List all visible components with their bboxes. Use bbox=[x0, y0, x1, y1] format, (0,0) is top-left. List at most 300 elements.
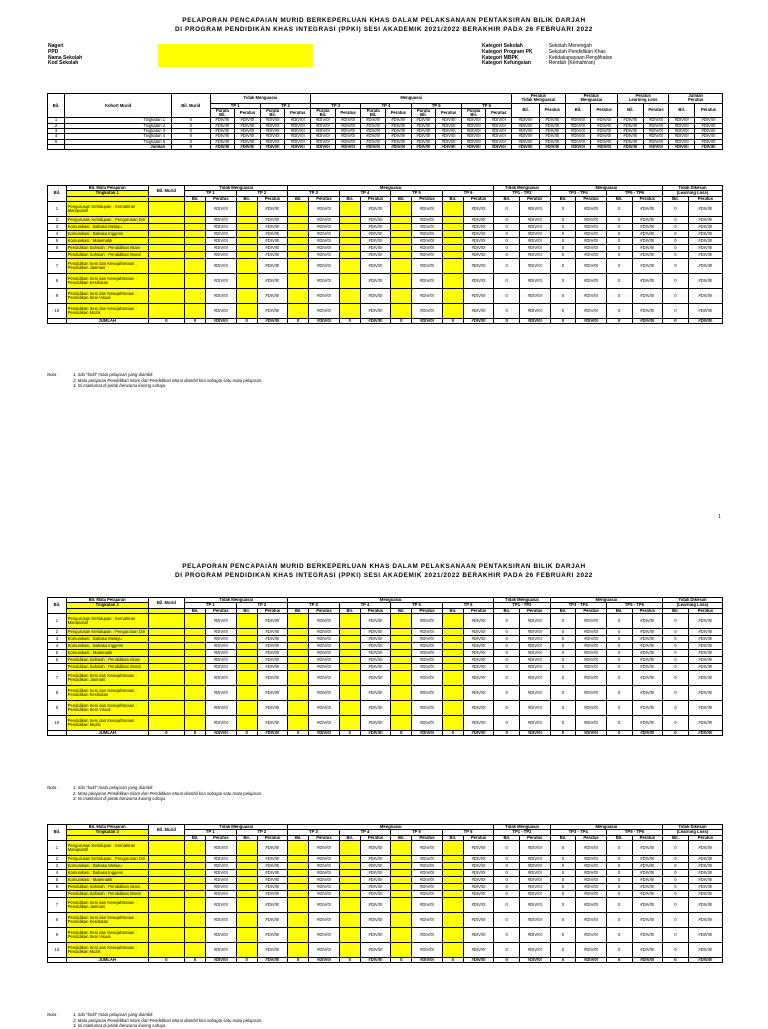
detail-subject-name[interactable]: Komunikasi : Bahasa Inggeris bbox=[66, 230, 148, 237]
detail-subject-murid[interactable] bbox=[148, 244, 184, 251]
detail-tp-bil-input[interactable] bbox=[339, 642, 360, 649]
detail-subject-murid[interactable] bbox=[148, 869, 184, 876]
detail-tp-bil-input[interactable] bbox=[442, 223, 463, 230]
detail-tp-bil-input[interactable] bbox=[185, 201, 206, 216]
detail-tp-bil-input[interactable] bbox=[185, 876, 206, 883]
detail-tp-bil-input[interactable] bbox=[288, 897, 309, 912]
detail-subject-murid[interactable] bbox=[148, 942, 184, 957]
detail-tp-bil-input[interactable] bbox=[288, 244, 309, 251]
detail-tp-bil-input[interactable] bbox=[288, 700, 309, 715]
detail-tp-bil-input[interactable] bbox=[339, 663, 360, 670]
detail-subject-name[interactable]: Pendidikan Seni dan Kesejahteraan : Pendidikan Seni Visual bbox=[66, 700, 148, 715]
detail-subject-name[interactable]: Pendidikan Sahsiah : Pendidikan Moral bbox=[66, 251, 148, 258]
detail-subject-name[interactable]: Pendidikan Seni dan Kesejahteraan : Pendidikan Jasmani bbox=[66, 897, 148, 912]
detail-subject-murid[interactable] bbox=[148, 223, 184, 230]
detail-subject-murid[interactable] bbox=[148, 258, 184, 273]
detail-tp-bil-input[interactable] bbox=[236, 700, 257, 715]
detail-tp-bil-input[interactable] bbox=[288, 237, 309, 244]
detail-tp-bil-input[interactable] bbox=[288, 876, 309, 883]
detail-tp-bil-input[interactable] bbox=[442, 201, 463, 216]
detail-subject-name[interactable]: Pendidikan Seni dan Kesejahteraan : Pendidikan Seni Visual bbox=[66, 927, 148, 942]
detail-tp-bil-input[interactable] bbox=[185, 230, 206, 237]
detail-tp-bil-input[interactable] bbox=[339, 670, 360, 685]
detail-subject-murid[interactable] bbox=[148, 230, 184, 237]
detail-tp-pct: #DIV/0! bbox=[412, 670, 442, 685]
detail-subject-murid[interactable] bbox=[148, 635, 184, 642]
detail-tp-bil-input[interactable] bbox=[339, 303, 360, 318]
detail-subject-name[interactable]: Komunikasi : Bahasa Melayu bbox=[66, 862, 148, 869]
detail-subject-murid[interactable] bbox=[148, 642, 184, 649]
detail-tp-bil-input[interactable] bbox=[236, 897, 257, 912]
detail-subject-name[interactable]: Pendidikan Seni dan Kesejahteraan : Pendidikan Jasmani bbox=[66, 258, 148, 273]
detail-tp-bil-input[interactable] bbox=[288, 628, 309, 635]
detail-tp-bil-input[interactable] bbox=[185, 883, 206, 890]
detail-tp-bil-input[interactable] bbox=[185, 251, 206, 258]
detail-tp-bil-input[interactable] bbox=[185, 715, 206, 730]
detail-tp-pct: #DIV/0! bbox=[206, 273, 236, 288]
detail-total-bil: 0 bbox=[288, 730, 309, 735]
detail-tp-bil-input[interactable] bbox=[391, 670, 412, 685]
detail-subject-name[interactable]: Pengurusan Kehidupan : Kemahiran Manipulatif bbox=[66, 201, 148, 216]
detail-tp-bil-input[interactable] bbox=[185, 244, 206, 251]
detail-tp-pct: #DIV/0! bbox=[309, 663, 339, 670]
detail-tp-bil-input[interactable] bbox=[288, 869, 309, 876]
detail-tp-bil-input[interactable] bbox=[236, 685, 257, 700]
detail-tp-bil-input[interactable] bbox=[339, 700, 360, 715]
detail-tp-bil-input[interactable] bbox=[391, 656, 412, 663]
detail-tp-bil-input[interactable] bbox=[442, 715, 463, 730]
detail-subject-name[interactable]: Komunikasi : Bahasa Inggeris bbox=[66, 642, 148, 649]
detail-tp-bil-input[interactable] bbox=[391, 642, 412, 649]
detail-tp-bil-input[interactable] bbox=[288, 649, 309, 656]
detail-tidak-dikesan-header: Tidak Dikesan bbox=[663, 598, 723, 603]
detail-tp-bil-input[interactable] bbox=[236, 216, 257, 223]
detail-subject-name[interactable]: Komunikasi : Bahasa Melayu bbox=[66, 223, 148, 230]
detail-tp-bil-input[interactable] bbox=[391, 273, 412, 288]
detail-tp-bil-input[interactable] bbox=[442, 927, 463, 942]
detail-subject-row bbox=[48, 670, 723, 685]
summary-purata-bil-header: Purata Bil. bbox=[461, 108, 486, 118]
detail-tp-bil-input[interactable] bbox=[339, 244, 360, 251]
detail-tp-bil-input[interactable] bbox=[391, 303, 412, 318]
detail-tp-bil-input[interactable] bbox=[185, 700, 206, 715]
detail-tp-bil-input[interactable] bbox=[339, 855, 360, 862]
detail-tp-bil-input[interactable] bbox=[391, 251, 412, 258]
detail-tp-bil-input[interactable] bbox=[442, 897, 463, 912]
detail-subject-murid[interactable] bbox=[148, 685, 184, 700]
detail-subject-name[interactable]: Pendidikan Sahsiah : Pendidikan Islam bbox=[66, 656, 148, 663]
detail-tp-bil-input[interactable] bbox=[288, 216, 309, 223]
detail-range-pct: #DIV/0! bbox=[688, 862, 722, 869]
detail-tp-bil-input[interactable] bbox=[236, 883, 257, 890]
detail-tp-bil-input[interactable] bbox=[442, 273, 463, 288]
detail-tp-bil-input[interactable] bbox=[442, 288, 463, 303]
detail-tp-bil-input[interactable] bbox=[391, 216, 412, 223]
detail-tp-bil-input[interactable] bbox=[288, 927, 309, 942]
detail-tp-bil-input[interactable] bbox=[288, 685, 309, 700]
detail-tp-bil-input[interactable] bbox=[391, 862, 412, 869]
detail-tp-bil-input[interactable] bbox=[288, 258, 309, 273]
detail-tp-bil-input[interactable] bbox=[236, 840, 257, 855]
detail-tp-bil-input[interactable] bbox=[185, 670, 206, 685]
detail-tp-bil-input[interactable] bbox=[288, 670, 309, 685]
detail-tp-bil-input[interactable] bbox=[185, 216, 206, 223]
detail-tp-bil-input[interactable] bbox=[185, 656, 206, 663]
detail-tp-bil-input[interactable] bbox=[339, 258, 360, 273]
detail-tp-bil-input[interactable] bbox=[185, 869, 206, 876]
detail-tp-bil-input[interactable] bbox=[339, 862, 360, 869]
detail-tp-bil-input[interactable] bbox=[236, 642, 257, 649]
detail-subject-name[interactable]: Pengurusan Kehidupan : Pengurusan Diri bbox=[66, 628, 148, 635]
detail-tp-bil-input[interactable] bbox=[442, 840, 463, 855]
detail-tp-bil-input[interactable] bbox=[236, 288, 257, 303]
detail-tp-bil-input[interactable] bbox=[391, 715, 412, 730]
detail-sub-pct-header: Peratus bbox=[257, 835, 288, 840]
detail-subject-name[interactable]: Komunikasi : Matematik bbox=[66, 237, 148, 244]
detail-tp-bil-input[interactable] bbox=[391, 288, 412, 303]
detail-tp-bil-input[interactable] bbox=[391, 628, 412, 635]
detail-tp-bil-input[interactable] bbox=[391, 700, 412, 715]
detail-tp-bil-input[interactable] bbox=[185, 288, 206, 303]
detail-tp-bil-input[interactable] bbox=[339, 942, 360, 957]
detail-tp-bil-input[interactable] bbox=[288, 883, 309, 890]
detail-tp-pct: #DIV/0! bbox=[257, 840, 288, 855]
detail-tp-bil-input[interactable] bbox=[339, 216, 360, 223]
detail-tp-bil-input[interactable] bbox=[236, 251, 257, 258]
detail-tp-bil-input[interactable] bbox=[185, 613, 206, 628]
detail-tp-bil-input[interactable] bbox=[236, 635, 257, 642]
detail-tp-bil-input[interactable] bbox=[442, 855, 463, 862]
detail-subject-murid[interactable] bbox=[148, 216, 184, 223]
detail-tp-bil-input[interactable] bbox=[236, 663, 257, 670]
detail-tp-bil-input[interactable] bbox=[236, 237, 257, 244]
detail-tp-bil-input[interactable] bbox=[391, 890, 412, 897]
detail-tp-bil-input[interactable] bbox=[288, 663, 309, 670]
detail-subject-name[interactable]: Komunikasi : Matematik bbox=[66, 876, 148, 883]
kod-sekolah-field[interactable] bbox=[158, 61, 313, 67]
detail-tp-bil-input[interactable] bbox=[185, 628, 206, 635]
detail-subject-row bbox=[48, 685, 723, 700]
detail-tp-bil-input[interactable] bbox=[391, 613, 412, 628]
detail-tp-bil-input[interactable] bbox=[185, 273, 206, 288]
detail-tp-bil-input[interactable] bbox=[185, 258, 206, 273]
detail-tp-bil-input[interactable] bbox=[288, 642, 309, 649]
detail-tp-bil-input[interactable] bbox=[442, 942, 463, 957]
detail-tp-bil-input[interactable] bbox=[339, 635, 360, 642]
detail-tp-bil-input[interactable] bbox=[185, 840, 206, 855]
detail-tp-bil-input[interactable] bbox=[288, 288, 309, 303]
detail-subject-name[interactable]: Pendidikan Seni dan Kesejahteraan : Pendidikan Kesihatan bbox=[66, 273, 148, 288]
detail-tp-bil-input[interactable] bbox=[236, 942, 257, 957]
detail-subject-murid[interactable] bbox=[148, 715, 184, 730]
detail-tp-bil-input[interactable] bbox=[391, 869, 412, 876]
detail-tp-bil-input[interactable] bbox=[391, 635, 412, 642]
detail-subject-name[interactable]: Pendidikan Seni dan Kesejahteraan : Pendidikan Jasmani bbox=[66, 670, 148, 685]
detail-tp-bil-input[interactable] bbox=[236, 649, 257, 656]
detail-tp-bil-input[interactable] bbox=[339, 223, 360, 230]
detail-tp-bil-input[interactable] bbox=[236, 303, 257, 318]
detail-tp-bil-input[interactable] bbox=[236, 912, 257, 927]
detail-subject-murid[interactable] bbox=[148, 628, 184, 635]
detail-subject-murid[interactable] bbox=[148, 613, 184, 628]
detail-range-pct: #DIV/0! bbox=[688, 237, 722, 244]
detail-tp-bil-input[interactable] bbox=[442, 635, 463, 642]
detail-subject-name[interactable]: Pengurusan Kehidupan : Kemahiran Manipulatif bbox=[66, 613, 148, 628]
detail-subject-murid[interactable] bbox=[148, 890, 184, 897]
detail-subject-name[interactable]: Pendidikan Sahsiah : Pendidikan Islam bbox=[66, 883, 148, 890]
detail-range-pct: #DIV/0! bbox=[576, 216, 606, 223]
detail-range-pct: #DIV/0! bbox=[632, 613, 662, 628]
detail-subject-no: 9 bbox=[48, 927, 67, 942]
detail-tp-bil-input[interactable] bbox=[185, 685, 206, 700]
detail-tp-bil-input[interactable] bbox=[288, 201, 309, 216]
detail-tp-bil-input[interactable] bbox=[185, 862, 206, 869]
detail-subject-murid[interactable] bbox=[148, 237, 184, 244]
detail-tp-bil-input[interactable] bbox=[236, 613, 257, 628]
detail-tp-pct: #DIV/0! bbox=[206, 883, 236, 890]
detail-subject-murid[interactable] bbox=[148, 883, 184, 890]
detail-tp-bil-input[interactable] bbox=[339, 613, 360, 628]
detail-subject-murid[interactable] bbox=[148, 897, 184, 912]
detail-subject-name[interactable]: Komunikasi : Matematik bbox=[66, 649, 148, 656]
detail-tp-bil-input[interactable] bbox=[442, 613, 463, 628]
detail-tp-bil-input[interactable] bbox=[236, 628, 257, 635]
detail-subject-murid[interactable] bbox=[148, 273, 184, 288]
detail-tp-bil-input[interactable] bbox=[339, 840, 360, 855]
detail-tp-bil-input[interactable] bbox=[236, 890, 257, 897]
detail-tp-bil-input[interactable] bbox=[185, 223, 206, 230]
detail-tp-pct: #DIV/0! bbox=[206, 876, 236, 883]
detail-subject-murid[interactable] bbox=[148, 656, 184, 663]
detail-tp-bil-input[interactable] bbox=[185, 663, 206, 670]
detail-tp-bil-input[interactable] bbox=[442, 890, 463, 897]
detail-tp-bil-input[interactable] bbox=[339, 273, 360, 288]
detail-tp-bil-input[interactable] bbox=[236, 223, 257, 230]
detail-total-bil: 0 bbox=[185, 957, 206, 962]
detail-subject-murid[interactable] bbox=[148, 649, 184, 656]
detail-tp-bil-input[interactable] bbox=[391, 663, 412, 670]
detail-tp-bil-input[interactable] bbox=[442, 649, 463, 656]
detail-tp-bil-input[interactable] bbox=[339, 685, 360, 700]
detail-subject-row bbox=[48, 244, 723, 251]
detail-tp-bil-input[interactable] bbox=[442, 685, 463, 700]
detail-tp-bil-input[interactable] bbox=[236, 862, 257, 869]
detail-tp-bil-input[interactable] bbox=[339, 715, 360, 730]
detail-sub-bil-header: Bil. bbox=[606, 835, 632, 840]
detail-total-bil: 0 bbox=[185, 730, 206, 735]
detail-tp-bil-input[interactable] bbox=[391, 912, 412, 927]
detail-tp-bil-input[interactable] bbox=[442, 869, 463, 876]
detail-subject-name[interactable]: Pendidikan Seni dan Kesejahteraan : Pendidikan Kesihatan bbox=[66, 912, 148, 927]
detail-tp-bil-input[interactable] bbox=[339, 869, 360, 876]
detail-tp-bil-input[interactable] bbox=[339, 649, 360, 656]
detail-tp-bil-input[interactable] bbox=[185, 635, 206, 642]
detail-subject-name[interactable]: Pendidikan Sahsiah : Pendidikan Islam bbox=[66, 244, 148, 251]
detail-tp-bil-input[interactable] bbox=[391, 897, 412, 912]
detail-tp-bil-input[interactable] bbox=[442, 628, 463, 635]
detail-tp-bil-input[interactable] bbox=[391, 244, 412, 251]
detail-tp-bil-input[interactable] bbox=[288, 223, 309, 230]
detail-subject-name[interactable]: Pendidikan Seni dan Kesejahteraan : Pendidikan Muzik bbox=[66, 715, 148, 730]
detail-tp-pct: #DIV/0! bbox=[257, 288, 288, 303]
detail-subject-name[interactable]: Pengurusan Kehidupan : Pengurusan Diri bbox=[66, 855, 148, 862]
detail-tp-bil-input[interactable] bbox=[442, 663, 463, 670]
detail-tp-bil-input[interactable] bbox=[442, 216, 463, 223]
detail-tp-bil-input[interactable] bbox=[185, 912, 206, 927]
detail-subject-murid[interactable] bbox=[148, 876, 184, 883]
detail-tp-bil-input[interactable] bbox=[236, 244, 257, 251]
detail-tp-bil-input[interactable] bbox=[236, 201, 257, 216]
detail-tp-bil-input[interactable] bbox=[236, 869, 257, 876]
detail-tp-bil-input[interactable] bbox=[391, 876, 412, 883]
detail-subject-row bbox=[48, 663, 723, 670]
detail-tp-bil-input[interactable] bbox=[442, 258, 463, 273]
detail-tp-bil-input[interactable] bbox=[339, 927, 360, 942]
detail-tp-bil-input[interactable] bbox=[339, 201, 360, 216]
detail-tp-bil-input[interactable] bbox=[442, 862, 463, 869]
detail-subject-murid[interactable] bbox=[148, 700, 184, 715]
detail-tp-bil-input[interactable] bbox=[339, 251, 360, 258]
detail-subject-name[interactable]: Pendidikan Seni dan Kesejahteraan : Pendidikan Kesihatan bbox=[66, 685, 148, 700]
detail-tp-bil-input[interactable] bbox=[339, 230, 360, 237]
detail-subject-name[interactable]: Pengurusan Kehidupan : Kemahiran Manipulatif bbox=[66, 840, 148, 855]
detail-subject-name[interactable]: Pendidikan Seni dan Kesejahteraan : Pendidikan Muzik bbox=[66, 942, 148, 957]
detail-tp-pct: #DIV/0! bbox=[309, 715, 339, 730]
detail-tp-bil-input[interactable] bbox=[288, 230, 309, 237]
detail-tp-bil-input[interactable] bbox=[185, 890, 206, 897]
detail-tp-bil-input[interactable] bbox=[236, 855, 257, 862]
detail-tp-bil-input[interactable] bbox=[442, 656, 463, 663]
detail-tp-bil-input[interactable] bbox=[391, 883, 412, 890]
detail-tp-bil-input[interactable] bbox=[442, 700, 463, 715]
detail-tp-bil-input[interactable] bbox=[339, 237, 360, 244]
detail-tp-bil-input[interactable] bbox=[185, 855, 206, 862]
detail-subject-murid[interactable] bbox=[148, 855, 184, 862]
detail-subject-murid[interactable] bbox=[148, 862, 184, 869]
detail-tp-bil-input[interactable] bbox=[185, 303, 206, 318]
detail-tp-bil-input[interactable] bbox=[236, 670, 257, 685]
detail-tp-bil-input[interactable] bbox=[185, 927, 206, 942]
detail-tp-bil-input[interactable] bbox=[339, 890, 360, 897]
detail-tp-bil-input[interactable] bbox=[236, 927, 257, 942]
detail-tp-bil-input[interactable] bbox=[442, 230, 463, 237]
detail-range-bil: 0 bbox=[494, 869, 520, 876]
detail-tp-bil-input[interactable] bbox=[339, 883, 360, 890]
detail-tp-bil-input[interactable] bbox=[391, 237, 412, 244]
detail-tp-bil-input[interactable] bbox=[236, 273, 257, 288]
detail-subject-row bbox=[48, 862, 723, 869]
detail-tp-bil-input[interactable] bbox=[442, 670, 463, 685]
detail-tp-bil-input[interactable] bbox=[185, 642, 206, 649]
detail-subject-murid[interactable] bbox=[148, 912, 184, 927]
detail-range-pct: #DIV/0! bbox=[632, 700, 662, 715]
summary-cell-value: #DIV/0! bbox=[411, 123, 436, 128]
detail-subject-name[interactable]: Komunikasi : Bahasa Melayu bbox=[66, 635, 148, 642]
detail-tp-bil-input[interactable] bbox=[339, 897, 360, 912]
detail-tp-bil-input[interactable] bbox=[339, 912, 360, 927]
detail-tp-bil-input[interactable] bbox=[288, 715, 309, 730]
detail-tp-bil-input[interactable] bbox=[185, 942, 206, 957]
detail-tp-bil-input[interactable] bbox=[288, 273, 309, 288]
detail-tp-bil-input[interactable] bbox=[236, 715, 257, 730]
detail-tp-bil-input[interactable] bbox=[185, 649, 206, 656]
detail-tp-bil-input[interactable] bbox=[442, 876, 463, 883]
detail-subject-murid[interactable] bbox=[148, 288, 184, 303]
detail-subject-name[interactable]: Komunikasi : Bahasa Inggeris bbox=[66, 869, 148, 876]
detail-tp-pct: #DIV/0! bbox=[309, 303, 339, 318]
detail-subject-murid[interactable] bbox=[148, 303, 184, 318]
detail-subject-murid[interactable] bbox=[148, 670, 184, 685]
detail-tp-bil-input[interactable] bbox=[288, 303, 309, 318]
detail-tp-bil-input[interactable] bbox=[391, 685, 412, 700]
detail-tp-bil-input[interactable] bbox=[288, 862, 309, 869]
detail-tp-bil-input[interactable] bbox=[442, 912, 463, 927]
detail-tp-bil-input[interactable] bbox=[288, 635, 309, 642]
detail-tp-pct: #DIV/0! bbox=[257, 244, 288, 251]
detail-subject-name[interactable]: Pendidikan Sahsiah : Pendidikan Moral bbox=[66, 663, 148, 670]
detail-subject-murid[interactable] bbox=[148, 201, 184, 216]
detail-tp-bil-input[interactable] bbox=[339, 628, 360, 635]
detail-tp-bil-input[interactable] bbox=[185, 897, 206, 912]
detail-tp-bil-input[interactable] bbox=[442, 244, 463, 251]
detail-tp-bil-input[interactable] bbox=[391, 942, 412, 957]
detail-subject-murid[interactable] bbox=[148, 840, 184, 855]
detail-tp-bil-input[interactable] bbox=[391, 649, 412, 656]
detail-range-pct: #DIV/0! bbox=[520, 912, 550, 927]
detail-tp-bil-input[interactable] bbox=[391, 223, 412, 230]
detail-tp-bil-input[interactable] bbox=[288, 613, 309, 628]
detail-tp-bil-input[interactable] bbox=[288, 656, 309, 663]
detail-subject-murid[interactable] bbox=[148, 251, 184, 258]
summary-cell-value: #DIV/0! bbox=[235, 123, 261, 128]
detail-tp-bil-input[interactable] bbox=[236, 230, 257, 237]
detail-tp-bil-input[interactable] bbox=[442, 251, 463, 258]
detail-tp-bil-input[interactable] bbox=[391, 855, 412, 862]
detail-tp-bil-input[interactable] bbox=[442, 883, 463, 890]
detail-tp-bil-input[interactable] bbox=[236, 876, 257, 883]
detail-tp-bil-input[interactable] bbox=[442, 303, 463, 318]
detail-subject-name[interactable]: Pengurusan Kehidupan : Pengurusan Diri bbox=[66, 216, 148, 223]
detail-tp-bil-input[interactable] bbox=[391, 230, 412, 237]
detail-subject-murid[interactable] bbox=[148, 663, 184, 670]
detail-tp-bil-input[interactable] bbox=[339, 876, 360, 883]
detail-tp-bil-input[interactable] bbox=[288, 855, 309, 862]
detail-subject-name[interactable]: Pendidikan Seni dan Kesejahteraan : Pendidikan Muzik bbox=[66, 303, 148, 318]
detail-tp-bil-input[interactable] bbox=[236, 258, 257, 273]
detail-subject-name[interactable]: Pendidikan Sahsiah : Pendidikan Moral bbox=[66, 890, 148, 897]
detail-range-pct: #DIV/0! bbox=[520, 642, 550, 649]
detail-tp-bil-input[interactable] bbox=[288, 942, 309, 957]
detail-range-bil: 0 bbox=[494, 642, 520, 649]
detail-tp-bil-input[interactable] bbox=[288, 890, 309, 897]
detail-subject-murid[interactable] bbox=[148, 927, 184, 942]
detail-tp-bil-input[interactable] bbox=[339, 288, 360, 303]
detail-subject-no bbox=[48, 251, 67, 258]
detail-subject-name[interactable]: Pendidikan Seni dan Kesejahteraan : Pendidikan Seni Visual bbox=[66, 288, 148, 303]
detail-tp-bil-input[interactable] bbox=[339, 656, 360, 663]
detail-tp-bil-input[interactable] bbox=[185, 237, 206, 244]
detail-tp-bil-input[interactable] bbox=[288, 912, 309, 927]
detail-tp-bil-input[interactable] bbox=[391, 840, 412, 855]
detail-tp-bil-input[interactable] bbox=[391, 201, 412, 216]
detail-tp-bil-input[interactable] bbox=[391, 258, 412, 273]
detail-tp-bil-input[interactable] bbox=[391, 927, 412, 942]
detail-tp-bil-input[interactable] bbox=[442, 642, 463, 649]
detail-tp-bil-input[interactable] bbox=[288, 251, 309, 258]
detail-tp-bil-input[interactable] bbox=[442, 237, 463, 244]
detail-tp-bil-input[interactable] bbox=[236, 656, 257, 663]
detail-tp-bil-input[interactable] bbox=[288, 840, 309, 855]
